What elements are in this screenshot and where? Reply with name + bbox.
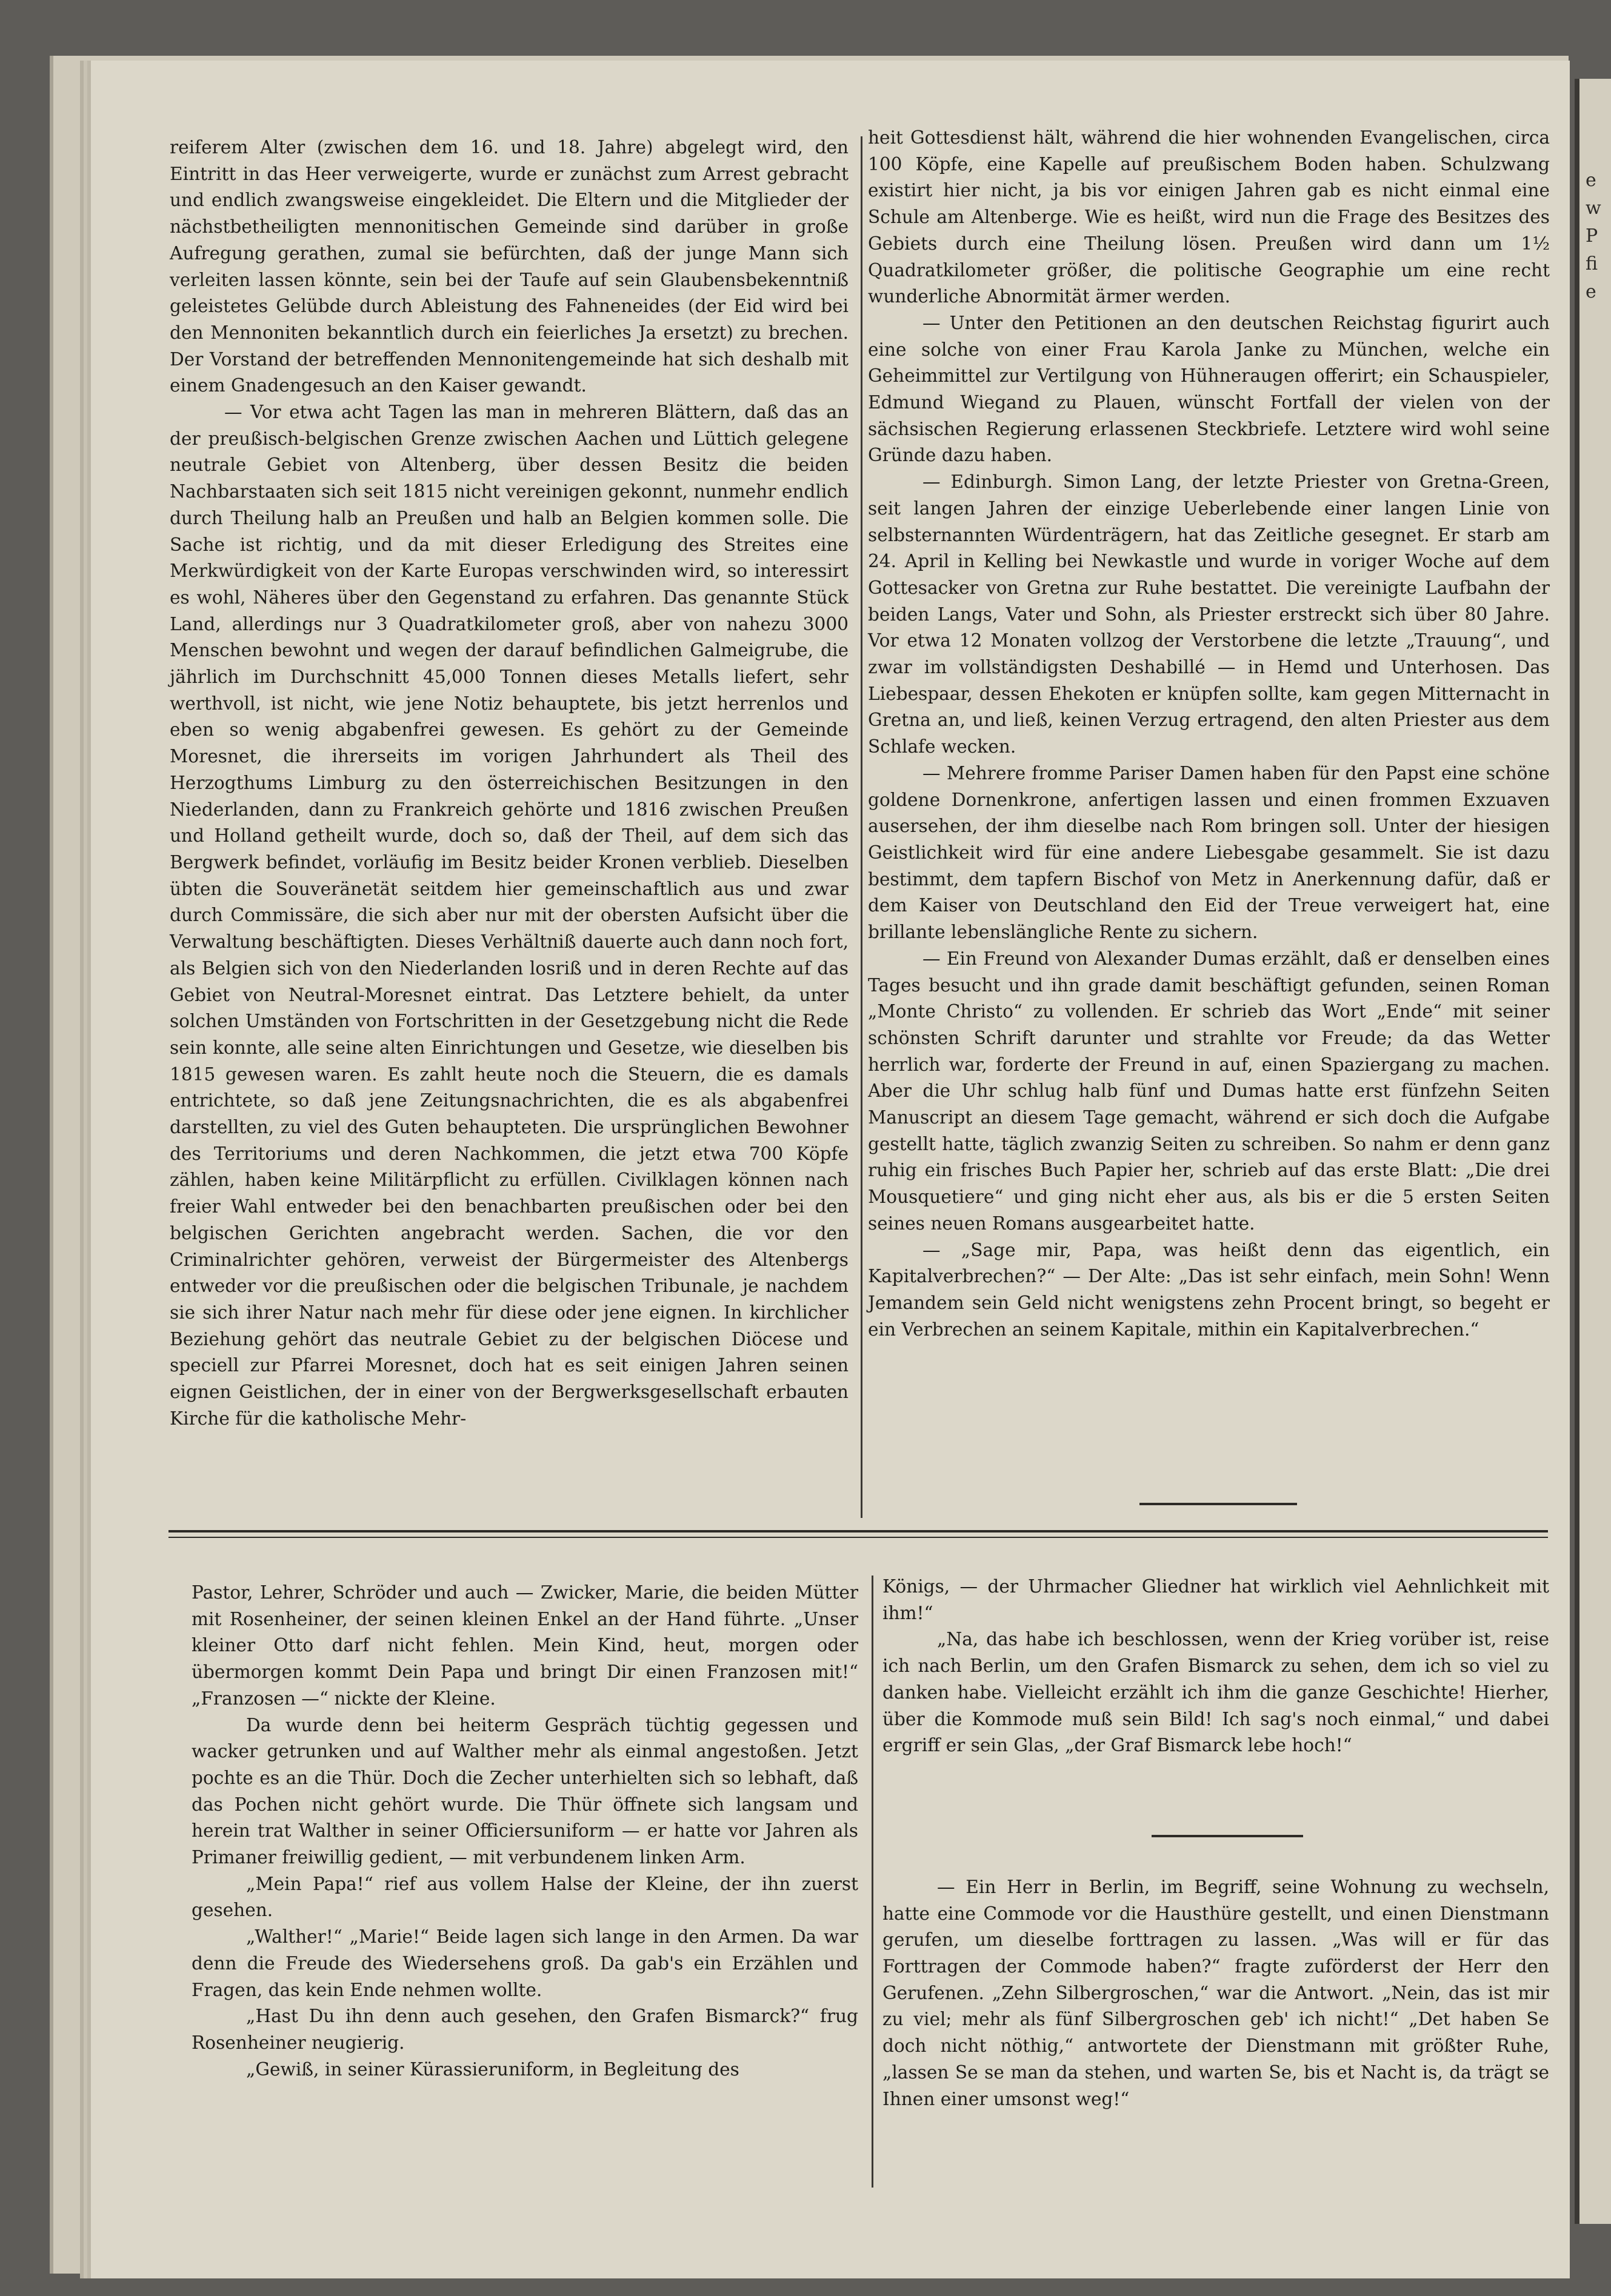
paragraph: „Mein Papa!“ rief aus vollem Halse der Kleine, der ihn zuerst gesehen.	[192, 1873, 858, 1921]
section-end-rule	[1152, 1835, 1303, 1837]
paragraph: „Na, das habe ich beschlossen, wenn der Krieg vorüber ist, reise ich nach Berlin, um den Grafen Bismarck zu sehen, dem ich so viel zu danken habe. Vielleicht erzählt ich ihm die ganze Geschichte! Hierher, über die Kommode muß sein Bild! Ich sag's noch einmal,“ und dabei ergriff er sein Glas, „der Graf Bismarck lebe hoch!“	[882, 1629, 1549, 1756]
facing-page-edge	[1575, 79, 1611, 2224]
paragraph: reiferem Alter (zwischen dem 16. und 18. Jahre) abgelegt wird, den Eintritt in das Heer verweigerte, wurde er zunächst zum Arrest gebracht und endlich zwangsweise eingekleidet. Die Eltern und die Mitglieder der nächstbetheiligten mennonitischen Gemeinde sind darüber in große Aufregung gerathen, zumal sie befürchten, daß der junge Mann sich verleiten lassen könnte, sein bei der Taufe auf sein Glaubensbekenntniß geleistetes Gelübde durch Ableistung des Fahneneides (der Eid wird bei den Mennoniten bekanntlich durch ein feierliches Ja ersetzt) zu brechen. Der Vorstand der betreffenden Mennonitengemeinde hat sich deshalb mit einem Gnadengesuch an den Kaiser gewandt.	[170, 137, 849, 396]
edge-fragment: P	[1586, 225, 1598, 247]
paragraph: Da wurde denn bei heiterm Gespräch tüchtig gegessen und wacker getrunken und auf Walther mehr als einmal angestoßen. Jetzt pochte es an die Thür. Doch die Zecher unterhielten sich so lebhaft, daß das Pochen nicht gehört wurde. Die Thür öffnete sich langsam und herein trat Walther in seiner Officiersuniform — er hatte vor Jahren als Primaner freiwillig gedient, — mit verbundenem linken Arm.	[192, 1714, 858, 1868]
paragraph: — Ein Freund von Alexander Dumas erzählt, daß er denselben eines Tages besucht und ihn grade damit beschäftigt gefunden, seinen Roman „Monte Christo“ zu vollenden. Er schrieb das Wort „Ende“ mit seiner schönsten Schrift darunter und strahlte vor Freude; da das Wetter herrlich war, forderte der Freund in auf, einen Spaziergang zu machen. Aber die Uhr schlug halb fünf und Dumas hatte erst fünfzehn Seiten Manuscript an diesem Tage gemacht, während er sich doch die Aufgabe gestellt hatte, täglich zwanzig Seiten zu schreiben. So nahm er denn ganz ruhig ein frisches Buch Papier her, schrieb auf das erste Blatt: „Die drei Mousquetiere“ und ging nicht eher aus, als bis er die 5 ersten Seiten seines neuen Romans ausgearbeitet hatte.	[868, 948, 1550, 1234]
paragraph: — Mehrere fromme Pariser Damen haben für den Papst eine schöne goldene Dornenkrone, anfertigen lassen und einen frommen Exzuaven ausersehen, der ihm dieselbe nach Rom bringen soll. Unter der hiesigen Geistlichkeit wird für eine andere Liebesgabe gesammelt. Sie ist dazu bestimmt, dem tapfern Bischof von Metz in Anerkennung dafür, daß er dem Kaiser von Deutschland den Eid der Treue verweigert hat, eine brillante lebenslängliche Rente zu sichern.	[868, 762, 1550, 943]
paragraph: — Edinburgh. Simon Lang, der letzte Priester von Gretna-Green, seit langen Jahren der einzige Ueberlebende einer langen Linie von selbsternannten Würdenträgern, hat das Zeitliche gesegnet. Er starb am 24. April in Kelling bei Newkastle und wurde in voriger Woche auf dem Gottesacker von Gretna zur Ruhe bestattet. Die vereinigte Laufbahn der beiden Langs, Vater und Sohn, als Priester erstreckt sich über 80 Jahre. Vor etwa 12 Monaten vollzog der Verstorbene die letzte „Trauung“, und zwar im vollständigsten Deshabillé — in Hemd und Unterhosen. Das Liebespaar, dessen Ehekoten er knüpfen sollte, kam gegen Mitternacht in Gretna an, und ließ, keinen Verzug ertragend, den alten Priester aus dem Schlafe wecken.	[868, 471, 1550, 757]
paragraph: — Vor etwa acht Tagen las man in mehreren Blättern, daß das an der preußisch-belgischen Grenze zwischen Aachen und Lüttich gelegene neutrale Gebiet von Altenberg, über dessen Besitz die beiden Nachbarstaaten sich seit 1815 nicht vereinigen gekonnt, nunmehr endlich durch Theilung halb an Preußen und halb an Belgien kommen solle. Die Sache ist richtig, und da mit dieser Erledigung des Streites eine Merkwürdigkeit von der Karte Europas verschwinden wird, so interessirt es wohl, Näheres über den Gegenstand zu erfahren. Das genannte Stück Land, allerdings nur 3 Quadratkilometer groß, aber von nahezu 3000 Menschen bewohnt und wegen der darauf befindlichen Galmeigrube, die jährlich im Durchschnitt 45,000 Tonnen dieses Metalls liefert, sehr werthvoll, ist nicht, wie jene Notiz behauptete, bis jetzt herrenlos und eben so wenig abgabenfrei gewesen. Es gehört zu der Gemeinde Moresnet, die ihrerseits im vorigen Jahrhundert als Theil des Herzogthums Limburg zu den österreichischen Besitzungen in den Niederlanden, dann zu Frankreich gehörte und 1816 zwischen Preußen und Holland getheilt wurde, doch so, daß der Theil, auf dem sich das Bergwerk befindet, vorläufig im Besitz beider Kronen verblieb. Dieselben übten die Souveränetät seitdem hier gemeinschaftlich aus und zwar durch Commissäre, die sich aber nur mit der obersten Aufsicht über die Verwaltung beschäftigten. Dieses Verhältniß dauerte auch dann noch fort, als Belgien sich von den Niederlanden losriß und in deren Rechte auf das Gebiet von Neutral-Moresnet eintrat. Das Letztere behielt, da unter solchen Umständen von Fortschritten in der Gesetzgebung nicht die Rede sein konnte, alle seine alten Einrichtungen und Gesetze, wie dieselben bis 1815 gewesen waren. Es zahlt heute noch die Steuern, die es damals entrichtete, so daß jene Zeitungsnachrichten, die es als abgabenfrei darstellten, zu viel des Guten behaupteten. Die ursprünglichen Bewohner des Territoriums und deren Nachkommen, die jetzt etwa 700 Köpfe zählen, haben keine Militärpflicht zu erfüllen. Civilklagen können nach freier Wahl entweder bei den benachbarten preußischen oder bei den belgischen Gerichten angebracht werden. Sachen, die vor den Criminalrichter gehören, verweist der Bürgermeister des Altenbergs entweder vor die preußischen oder die belgischen Tribunale, je nachdem sie sich ihrer Natur nach mehr für diese oder jene eignen. In kirchlicher Beziehung gehört das neutrale Gebiet zu der belgischen Diöcese und speciell zur Pfarrei Moresnet, doch hat es seit einigen Jahren seinen eignen Geistlichen, der in einer von der Bergwerksgesellschaft erbauten Kirche für die katholische Mehr-	[170, 402, 849, 1429]
section-end-rule	[1139, 1503, 1297, 1505]
paragraph: „Gewiß, in seiner Kürassieruniform, in Begleitung des	[246, 2058, 739, 2080]
column-bottom-left	[192, 1580, 858, 2083]
column-top-left	[170, 135, 849, 1432]
edge-fragment: w	[1586, 198, 1601, 219]
paragraph: — Ein Herr in Berlin, im Begriff, seine Wohnung zu wechseln, hatte eine Commode vor die Hausthüre gestellt, und einen Dienstmann gerufen, um dieselbe forttragen zu lassen. „Was will er für das Forttragen der Commode haben?“ fragte zuförderst der Herr den Gerufenen. „Zehn Silbergroschen,“ war die Antwort. „Nein, das ist mir zu viel; mehr als fünf Silbergroschen geb' ich nicht!“ „Det haben Se doch nicht nöthig,“ antwortete der Dienstmann mit größter Ruhe, „lassen Se se man da stehen, und warten Se, bis et Nacht is, da trägt se Ihnen einer umsonst weg!“	[882, 1876, 1549, 2109]
edge-fragment: e	[1586, 281, 1596, 302]
paragraph: Pastor, Lehrer, Schröder und auch — Zwicker, Marie, die beiden Mütter mit Rosenheiner, der seinen kleinen Enkel an der Hand führte. „Unser kleiner Otto darf nicht fehlen. Mein Kind, heut, morgen oder übermorgen kommt Dein Papa und bringt Dir einen Franzosen mit!“ „Franzosen —“ nickte der Kleine.	[192, 1582, 858, 1709]
edge-fragment: fi	[1586, 253, 1598, 275]
feuilleton-divider	[168, 1530, 1548, 1532]
paragraph: — „Sage mir, Papa, was heißt denn das eigentlich, ein Kapitalverbrechen?“ — Der Alte: „Das ist sehr einfach, mein Sohn! Wenn Jemandem sein Geld nicht wenigstens zehn Procent bringt, so begeht er ein Verbrechen an seinem Kapitale, mithin ein Kapitalverbrechen.“	[868, 1239, 1550, 1340]
paragraph: „Hast Du ihn denn auch gesehen, den Grafen Bismarck?“ frug Rosenheiner neugierig.	[192, 2006, 858, 2053]
paragraph: heit Gottesdienst hält, während die hier wohnenden Evangelischen, circa 100 Köpfe, eine Kapelle auf preußischem Boden haben. Schulzwang existirt hier nicht, ja bis vor einigen Jahren gab es nicht einmal eine Schule am Altenberge. Wie es heißt, wird nun die Frage des Besitzes des Gebiets durch eine Theilung lösen. Preußen wird dann um 1½ Quadratkilometer größer, die politische Geographie um eine recht wunderliche Abnormität ärmer werden.	[868, 127, 1550, 307]
column-divider	[861, 136, 862, 1518]
feuilleton-divider-thin	[168, 1537, 1548, 1538]
paragraph: „Walther!“ „Marie!“ Beide lagen sich lange in den Armen. Da war denn die Freude des Wiedersehens groß. Da gab's ein Erzählen und Fragen, das kein Ende nehmen wollte.	[192, 1926, 858, 2000]
column-bottom-right	[882, 1574, 1549, 2112]
column-divider	[872, 1576, 873, 2188]
paragraph: Königs, — der Uhrmacher Gliedner hat wirklich viel Aehnlichkeit mit ihm!“	[882, 1576, 1549, 1623]
paragraph: — Unter den Petitionen an den deutschen Reichstag figurirt auch eine solche von einer Frau Karola Janke zu München, welche ein Geheimmittel zur Vertilgung von Hühneraugen offerirt; ein Schauspieler, Edmund Wiegand zu Plauen, wünscht Fortfall der vielen von der sächsischen Regierung erlassenen Steckbriefe. Letztere wird wohl seine Gründe dazu haben.	[868, 312, 1550, 466]
edge-fragment: e	[1586, 170, 1596, 191]
column-top-right	[868, 125, 1550, 1343]
